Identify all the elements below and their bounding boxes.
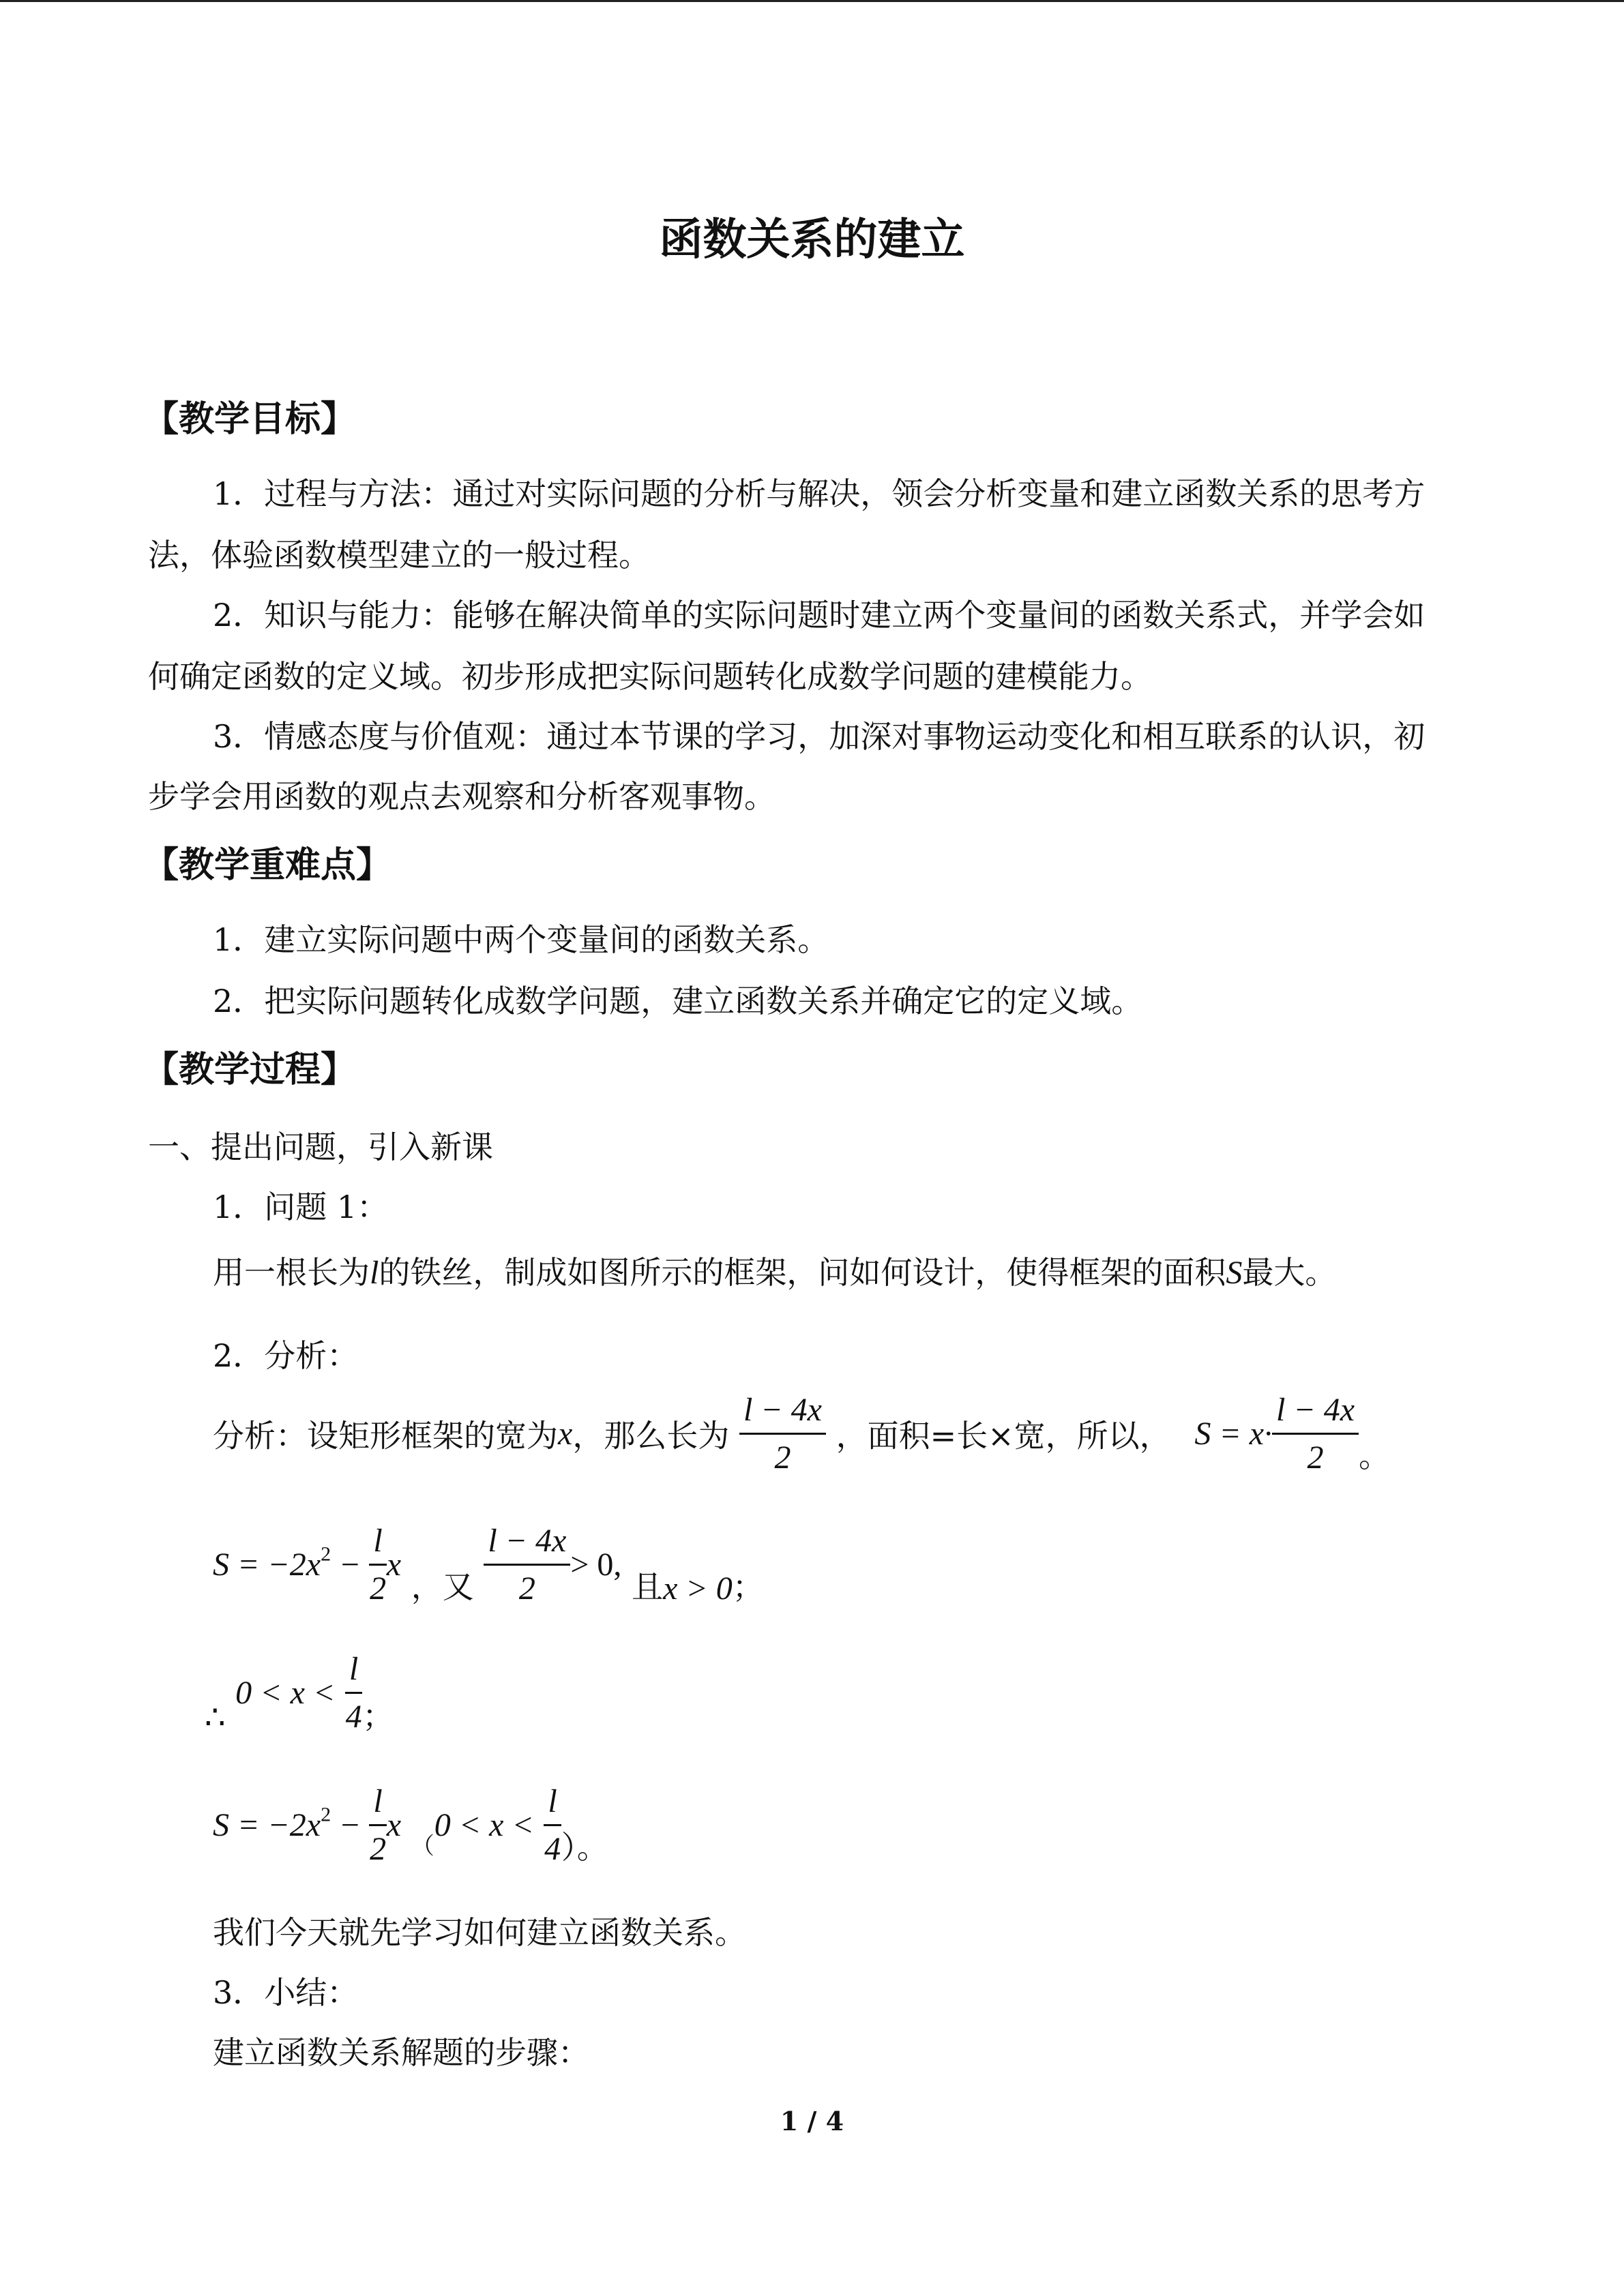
summary-label: 3．小结：: [213, 1974, 359, 2011]
fraction-l-over-2-b: [369, 1783, 386, 1868]
eq1-exponent: 2: [321, 1542, 331, 1566]
fraction-numerator: l − 4x: [484, 1522, 570, 1566]
fraction-denominator: 2: [774, 1440, 791, 1476]
section-heading-keypoints: 【教学重难点】: [143, 845, 392, 886]
goal-3-line-1: 3．情感态度与价值观：通过本节课的学习，加深对事物运动变化和相互联系的认识，初: [213, 718, 1426, 755]
keypoint-1: 1．建立实际问题中两个变量间的函数关系。: [213, 921, 829, 958]
inequality-line: [205, 1650, 394, 1737]
section-heading-process: 【教学过程】: [143, 1049, 357, 1090]
eq1-gt-zero: > 0,: [570, 1547, 622, 1583]
fraction-denominator: 4: [544, 1831, 561, 1867]
analysis-line: [213, 1391, 1390, 1476]
q1-text-c: 最大。: [1242, 1254, 1337, 1291]
eq1-and: 且: [632, 1568, 664, 1605]
goal-2-line-2: 何确定函数的定义域。初步形成把实际问题转化成数学问题的建模能力。: [148, 658, 1152, 695]
top-border: [0, 0, 1624, 2]
eq2-exponent: 2: [321, 1803, 331, 1826]
eq1-comma-and: ，又: [411, 1568, 474, 1605]
fraction-area: [1272, 1391, 1359, 1476]
eq2-minus: −: [340, 1807, 359, 1843]
analysis-text-2: ，那么长为: [572, 1417, 730, 1455]
fraction-numerator: l: [345, 1650, 362, 1694]
fraction-denominator: 2: [1307, 1440, 1324, 1476]
fraction-denominator: 4: [345, 1699, 362, 1735]
goal-1-line-1: 1．过程与方法：通过对实际问题的分析与解决，领会分析变量和建立函数关系的思考方: [213, 475, 1426, 512]
area-formula-prefix: S = x·: [1194, 1416, 1273, 1452]
var-S: S: [1226, 1255, 1243, 1291]
today-statement: 我们今天就先学习如何建立函数关系。: [213, 1914, 746, 1951]
fraction-denominator: 2: [370, 1570, 387, 1607]
eq2-lhs: S = −2x: [213, 1807, 321, 1843]
question-1-label: 1．问题 1：: [213, 1189, 389, 1225]
analysis-label: 2．分析：: [213, 1337, 359, 1374]
fraction-numerator: l: [369, 1522, 386, 1566]
equation-line-1: [213, 1522, 764, 1607]
analysis-text-1: 分析：设矩形框架的宽为: [213, 1417, 558, 1455]
function-with-domain: [213, 1783, 608, 1868]
eq1-lhs: S = −2x: [213, 1547, 321, 1583]
fraction-l-over-4: [345, 1650, 362, 1735]
question-1-text: [213, 1242, 1336, 1303]
q1-text-b: 的铁丝，制成如图所示的框架，问如何设计，使得框架的面积: [379, 1254, 1226, 1291]
analysis-text-3: ，面积=长×宽，所以，: [836, 1417, 1171, 1455]
domain-open-paren: （: [411, 1832, 434, 1860]
eq2-x: x: [386, 1807, 402, 1843]
q1-text-a: 用一根长为: [213, 1254, 370, 1291]
section-heading-goals: 【教学目标】: [143, 399, 357, 440]
part-1-heading: 一、提出问题，引入新课: [148, 1129, 493, 1165]
fraction-numerator: l: [369, 1783, 386, 1826]
analysis-end: 。: [1359, 1437, 1391, 1474]
var-l: l: [370, 1255, 379, 1291]
keypoint-2: 2．把实际问题转化成数学问题，建立函数关系并确定它的定义域。: [213, 983, 1143, 1019]
domain-close-paren: ）。: [561, 1829, 608, 1866]
inequality-left: 0 < x <: [235, 1675, 336, 1711]
fraction-numerator: l: [544, 1783, 561, 1826]
fraction-length-2: [484, 1522, 570, 1607]
steps-label: 建立函数关系解题的步骤：: [213, 2034, 589, 2071]
fraction-l-over-2: [369, 1522, 386, 1607]
fraction-length: [739, 1391, 826, 1476]
therefore-symbol: ∴: [205, 1699, 226, 1736]
page-title: 函数关系的建立: [659, 214, 965, 265]
eq1-x-positive: x > 0: [663, 1570, 733, 1607]
page-number: 1 / 4: [780, 2106, 844, 2136]
goal-2-line-1: 2．知识与能力：能够在解决简单的实际问题时建立两个变量间的函数关系式，并学会如: [213, 597, 1426, 633]
eq1-x: x: [386, 1547, 402, 1583]
eq1-semicolon: ；: [732, 1568, 764, 1605]
eq1-minus: −: [340, 1547, 359, 1583]
inequality-semicolon: ；: [362, 1697, 394, 1735]
domain-inequality: 0 < x <: [434, 1807, 534, 1843]
var-x: x: [558, 1416, 573, 1452]
fraction-numerator: l − 4x: [1272, 1391, 1359, 1435]
fraction-denominator: 2: [518, 1570, 535, 1607]
fraction-l-over-4-b: [544, 1783, 561, 1868]
goal-1-line-2: 法，体验函数模型建立的一般过程。: [148, 537, 650, 573]
fraction-numerator: l − 4x: [739, 1391, 826, 1435]
goal-3-line-2: 步学会用函数的观点去观察和分析客观事物。: [148, 778, 776, 815]
fraction-denominator: 2: [370, 1831, 387, 1867]
